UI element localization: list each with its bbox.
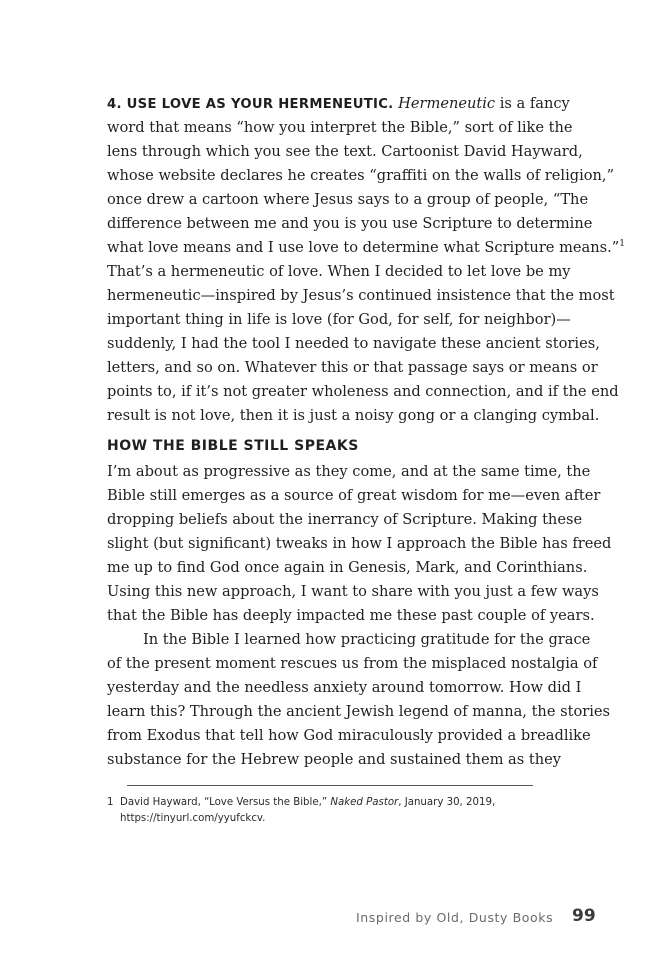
line: points to, if it’s not greater wholeness and connection, and if the end [107,383,619,400]
line: Bible still emerges as a source of great wisdom for me—even after [107,487,601,504]
line: of the present moment rescues us from the misplaced nostalgia of [107,655,598,672]
line: learn this? Through the ancient Jewish legend of manna, the stories [107,703,611,720]
line-text: is a fancy [495,95,570,112]
line: result is not love, then it is just a noisy gong or a clanging cymbal. [107,407,600,424]
line: important thing in life is love (for God, for self, for neighbor)— [107,311,571,328]
section-heading: HOW THE BIBLE STILL SPEAKS [107,438,359,454]
footnote-text: David Hayward, “Love Versus the Bible,” [120,797,331,808]
line: In the Bible I learned how practicing gratitude for the grace [143,631,591,648]
line: suddenly, I had the tool I needed to navigate these ancient stories, [107,335,600,352]
footnote-marker: 1 [619,239,625,250]
footnote-line [120,795,495,810]
footnote-url: https://tinyurl.com/yyufckcv. [120,813,266,824]
line: hermeneutic—inspired by Jesus’s continued insistence that the most [107,287,615,304]
line: me up to find God once again in Genesis, Mark, and Corinthians. [107,559,588,576]
line: yesterday and the needless anxiety around tomorrow. How did I [107,679,582,696]
line: That’s a hermeneutic of love. When I decided to let love be my [107,263,571,280]
line: lens through which you see the text. Cartoonist David Hayward, [107,143,583,160]
line: I’m about as progressive as they come, and at the same time, the [107,463,591,480]
line: slight (but significant) tweaks in how I approach the Bible has freed [107,535,612,552]
line: word that means “how you interpret the Bible,” sort of like the [107,119,573,136]
line: that the Bible has deeply impacted me these past couple of years. [107,607,595,624]
list-item-heading: 4. USE LOVE AS YOUR HERMENEUTIC. [107,97,394,112]
line [107,92,570,117]
line: difference between me and you is you use Scripture to determine [107,215,593,232]
italic-term: Hermeneutic [398,95,496,112]
line: whose website declares he creates “graffiti on the walls of religion,” [107,167,615,184]
footnote-text: , January 30, 2019, [398,797,496,808]
footnote-divider [127,785,533,786]
page-number: 99 [572,906,596,926]
footnote-source-title: Naked Pastor [330,797,399,808]
line: Using this new approach, I want to share with you just a few ways [107,583,599,600]
running-footer: Inspired by Old, Dusty Books [356,910,554,925]
line [107,236,625,260]
line: letters, and so on. Whatever this or that passage says or means or [107,359,598,376]
line: once drew a cartoon where Jesus says to a group of people, “The [107,191,589,208]
line: from Exodus that tell how God miraculously provided a breadlike [107,727,591,744]
line-text: what love means and I use love to determine what Scripture means.” [107,239,620,256]
footnote-number: 1 [107,797,114,808]
line: dropping beliefs about the inerrancy of Scripture. Making these [107,511,583,528]
line: substance for the Hebrew people and sustained them as they [107,751,562,768]
